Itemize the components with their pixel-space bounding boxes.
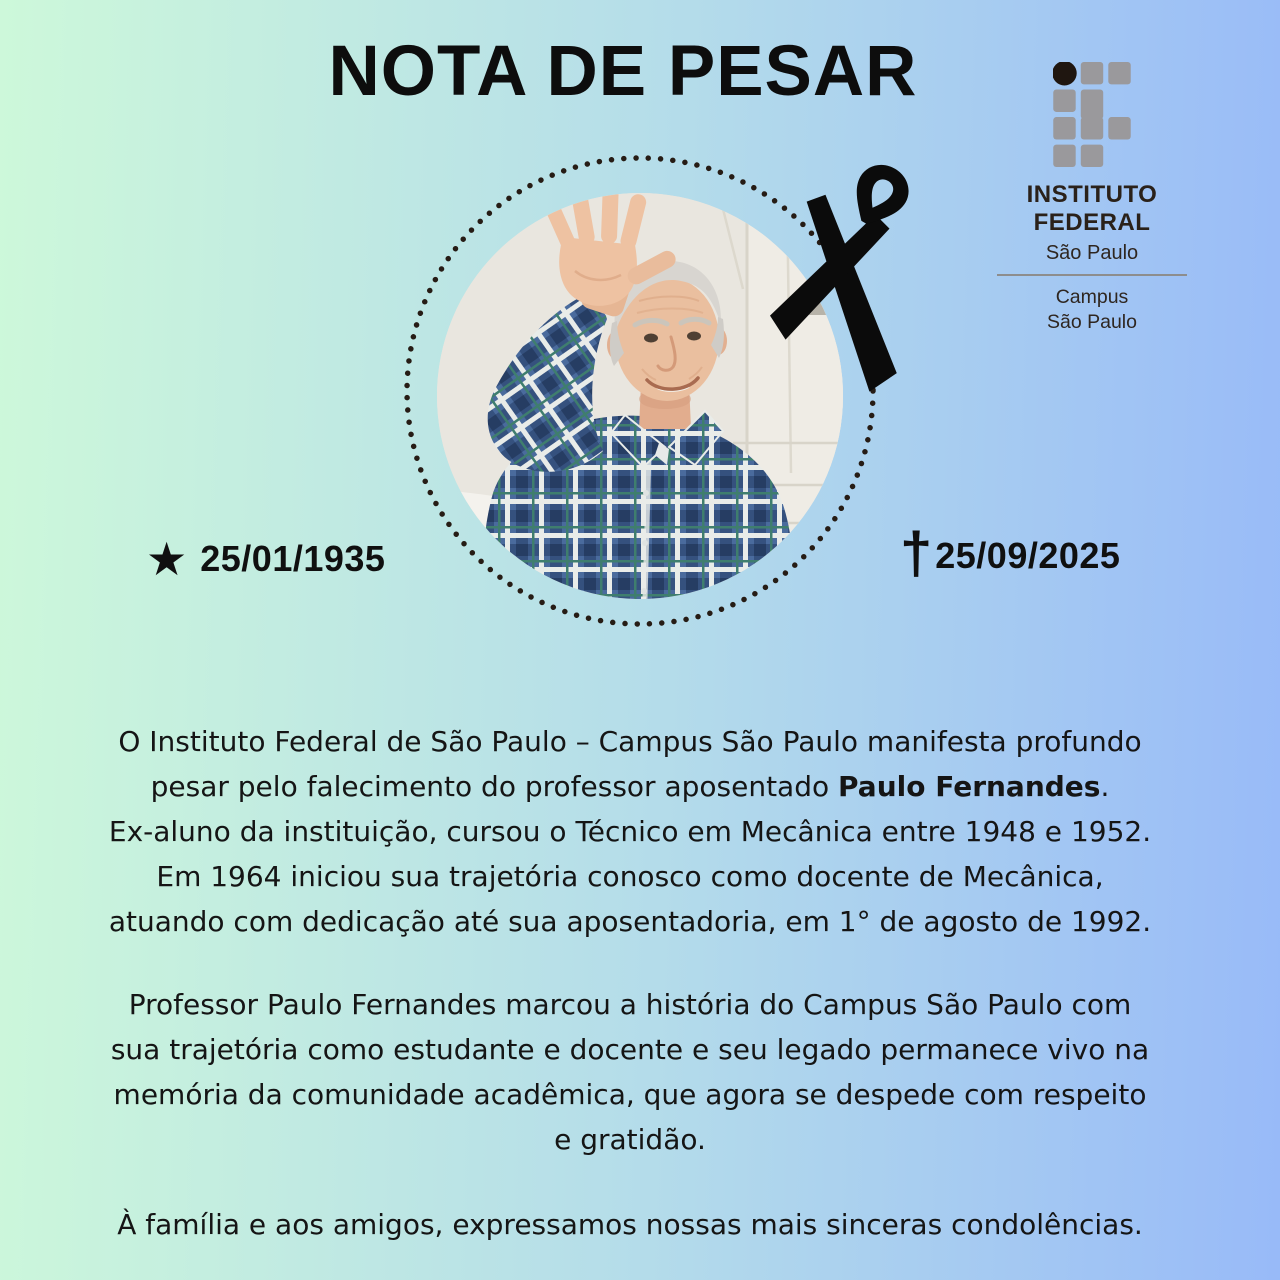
death-date [900, 521, 1121, 586]
p1-line1: O Instituto Federal de São Paulo – Campus São Paulo manifesta profundo [118, 725, 1142, 758]
p1-line5: atuando com dedicação até sua aposentadoria, em 1° de agosto de 1992. [108, 905, 1152, 938]
cross-icon: † [900, 521, 933, 586]
p2-line1: Professor Paulo Fernandes marcou a história do Campus São Paulo com [128, 988, 1132, 1021]
p1-line2-pre: pesar pelo falecimento do professor aposentado [150, 770, 839, 803]
p2-line2: sua trajetória como estudante e docente e seu legado permanece vivo na [110, 1033, 1150, 1066]
if-logo-grid-icon [1053, 62, 1131, 167]
birth-date [146, 533, 386, 585]
page-title: NOTA DE PESAR [328, 32, 918, 111]
ifsp-logo [985, 62, 1199, 335]
logo-institution-line3: São Paulo [1045, 242, 1139, 264]
p2-line3: memória da comunidade acadêmica, que agora se despede com respeito [113, 1078, 1147, 1111]
memorial-text [0, 719, 1260, 1247]
death-date-value: 25/09/2025 [935, 535, 1121, 576]
deceased-name: Paulo Fernandes [838, 770, 1101, 803]
logo-divider [997, 274, 1187, 276]
closing-line: À família e aos amigos, expressamos nossas mais sinceras condolências. [117, 1208, 1143, 1241]
birth-date-value: 25/01/1935 [200, 538, 386, 579]
p1-line2 [0, 764, 1260, 809]
p1-line3: Ex-aluno da instituição, cursou o Técnico em Mecânica entre 1948 e 1952. [108, 815, 1152, 848]
logo-campus-line1: Campus [1055, 286, 1129, 308]
logo-campus-line2: São Paulo [1047, 311, 1137, 333]
p1-line4: Em 1964 iniciou sua trajetória conosco como docente de Mecânica, [156, 860, 1104, 893]
p1-line2-post: . [1100, 770, 1110, 803]
p2-line4: e gratidão. [554, 1123, 706, 1156]
logo-institution-line1: INSTITUTO [1026, 181, 1158, 208]
mourning-ribbon-icon [746, 138, 956, 408]
logo-institution-line2: FEDERAL [1033, 209, 1151, 236]
paragraph-2 [0, 982, 1260, 1162]
paragraph-1 [0, 719, 1260, 944]
star-icon: ★ [146, 533, 188, 585]
